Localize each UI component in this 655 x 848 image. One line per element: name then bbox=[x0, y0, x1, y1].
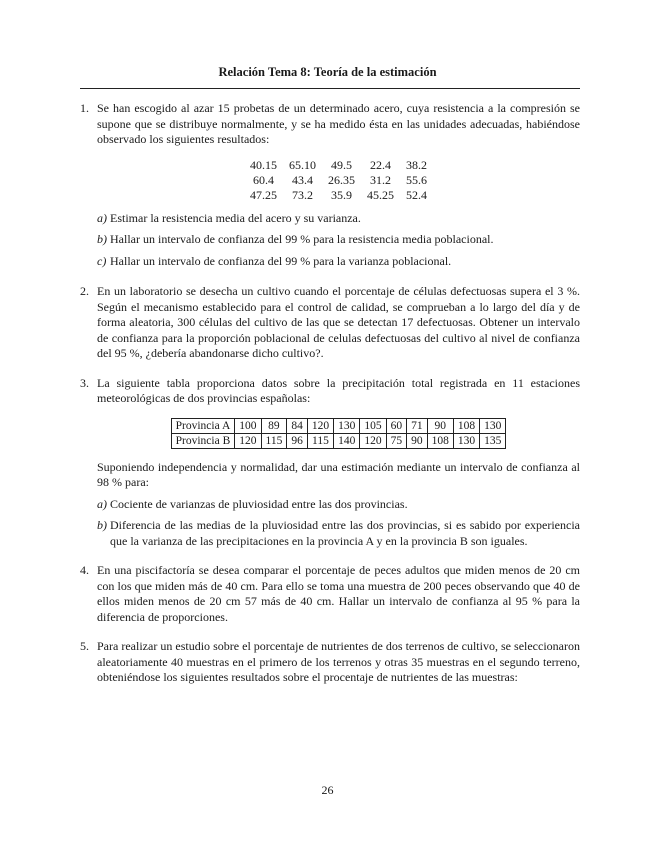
table-cell: 31.2 bbox=[370, 172, 391, 187]
table-cell: 89 bbox=[261, 418, 287, 433]
title-rule bbox=[80, 88, 580, 89]
problem-text: Para realizar un estudio sobre el porcentaje de nutrientes de dos terrenos de cultivo, se seleccionaron aleatoriamente 40 muestras en el primero de los terrenos y otras 35 muestras en el segundo terreno, obteniéndose los siguientes resultados sobre el procentaje de nutrientes de las muestras: bbox=[97, 639, 580, 684]
table-cell: 38.2 bbox=[406, 157, 427, 172]
problem-followup-text: Suponiendo independencia y normalidad, dar una estimación mediante un intervalo de confianza al 98 % para: bbox=[97, 459, 580, 489]
table-cell: 108 bbox=[427, 433, 453, 448]
table-row bbox=[171, 433, 506, 448]
problem-text: La siguiente tabla proporciona datos sobre la precipitación total registrada en 11 estaciones meteorológicas de dos provincias españolas: bbox=[97, 375, 580, 405]
sub-question bbox=[97, 254, 580, 270]
table-cell: 96 bbox=[287, 433, 308, 448]
table-cell: 26.35 bbox=[328, 172, 355, 187]
sub-question-text: Estimar la resistencia media del acero y su varianza. bbox=[110, 210, 361, 225]
table-cell: 105 bbox=[360, 418, 386, 433]
problem-text: Se han escogido al azar 15 probetas de un determinado acero, cuya resistencia a la compresión se supone que se distribuye normalmente, y se ha medido ésta en las unidades adecuadas, habiéndose observado los siguientes resultados: bbox=[97, 101, 580, 146]
table-cell: 120 bbox=[360, 433, 386, 448]
problem-number: 1. bbox=[80, 101, 89, 115]
problem-text: En una piscifactoría se desea comparar el porcentaje de peces adultos que miden menos de 20 cm con los que miden más de 40 cm. Para ello se toma una muestra de 200 peces observando que 40 de ellos miden menos de 20 cm 57 más de 40 cm. Hallar un intervalo de confianza al 95 % para la diferencia de proporciones. bbox=[97, 563, 580, 624]
problem-2 bbox=[80, 284, 580, 362]
table-cell: 47.25 bbox=[250, 187, 277, 202]
table-cell: 22.4 bbox=[370, 157, 391, 172]
table-cell: 43.4 bbox=[292, 172, 313, 187]
table-cell: 135 bbox=[480, 433, 506, 448]
table-cell: 108 bbox=[453, 418, 479, 433]
table-cell: 73.2 bbox=[292, 187, 313, 202]
problem-1 bbox=[80, 101, 580, 269]
page-number: 26 bbox=[321, 783, 334, 797]
table-cell: 60.4 bbox=[253, 172, 274, 187]
table-cell: 71 bbox=[407, 418, 428, 433]
sub-question-label: a) bbox=[97, 210, 107, 225]
table-cell: 65.10 bbox=[289, 157, 316, 172]
table-row bbox=[244, 158, 433, 173]
problem-number: 4. bbox=[80, 563, 89, 577]
problem-number: 3. bbox=[80, 375, 89, 390]
sub-question bbox=[97, 232, 580, 248]
row-header: Provincia A bbox=[171, 418, 235, 433]
table-cell: 90 bbox=[407, 433, 428, 448]
table-cell: 45.25 bbox=[367, 187, 394, 202]
table-cell: 84 bbox=[287, 418, 308, 433]
table-cell: 130 bbox=[480, 418, 506, 433]
sub-question bbox=[97, 211, 580, 227]
sub-question-label: c) bbox=[97, 253, 107, 268]
table-cell: 130 bbox=[334, 418, 360, 433]
problem-text: En un laboratorio se desecha un cultivo cuando el porcentaje de células defectuosas supera el 3 %. Según el mecanismo establecido para el control de calidad, se comprueban a lo largo del día y de forma aleatoria, 300 células del cultivo de las que se detectan 17 defectuosas. Obtener un intervalo de confianza para la proporción poblacional de celulas defectuosas del cultivo al nivel de confianza del 95 %, ¿debería abandonarse dicho cultivo?. bbox=[97, 284, 580, 360]
table-cell: 130 bbox=[453, 433, 479, 448]
table-cell: 52.4 bbox=[406, 187, 427, 202]
sub-question bbox=[97, 497, 580, 513]
problem-5 bbox=[80, 639, 580, 686]
sub-question-list bbox=[97, 211, 580, 270]
sub-question-label: a) bbox=[97, 496, 107, 511]
table-cell: 49.5 bbox=[331, 157, 352, 172]
table-cell: 100 bbox=[235, 418, 261, 433]
table-cell: 40.15 bbox=[250, 157, 277, 172]
sub-question-label: b) bbox=[97, 518, 107, 532]
row-header: Provincia B bbox=[171, 433, 235, 448]
table-cell: 120 bbox=[235, 433, 261, 448]
sub-question-list bbox=[97, 497, 580, 550]
page-title: Relación Tema 8: Teoría de la estimación bbox=[218, 65, 437, 79]
table-cell: 115 bbox=[261, 433, 287, 448]
sub-question-text: Cociente de varianzas de pluviosidad entre las dos provincias. bbox=[110, 496, 408, 511]
sub-question-label: b) bbox=[97, 232, 107, 246]
problem-number: 5. bbox=[80, 639, 89, 653]
table-cell: 115 bbox=[307, 433, 333, 448]
table-row bbox=[244, 188, 433, 203]
table-cell: 55.6 bbox=[406, 172, 427, 187]
table-cell: 60 bbox=[386, 418, 407, 433]
sub-question bbox=[97, 518, 580, 549]
document-body bbox=[80, 101, 580, 686]
problem-number: 2. bbox=[80, 284, 89, 298]
table-cell: 140 bbox=[334, 433, 360, 448]
sub-question-text: Hallar un intervalo de confianza del 99 % para la varianza poblacional. bbox=[110, 253, 452, 268]
table-cell: 120 bbox=[307, 418, 333, 433]
table-cell: 75 bbox=[386, 433, 407, 448]
precipitation-table bbox=[171, 418, 507, 449]
problem-3 bbox=[80, 376, 580, 550]
table-row bbox=[171, 418, 506, 433]
resistance-data-table bbox=[244, 158, 433, 203]
sub-question-text: Diferencia de las medias de la pluviosidad entre las dos provincias, si es sabido por experiencia que la varianza de las precipitaciones en la provincia A y en la provincia B son iguales. bbox=[110, 518, 580, 548]
table-cell: 90 bbox=[427, 418, 453, 433]
sub-question-text: Hallar un intervalo de confianza del 99 % para la resistencia media poblacional. bbox=[110, 232, 494, 246]
table-cell: 35.9 bbox=[331, 187, 352, 202]
table-row bbox=[244, 173, 433, 188]
problem-4 bbox=[80, 563, 580, 625]
